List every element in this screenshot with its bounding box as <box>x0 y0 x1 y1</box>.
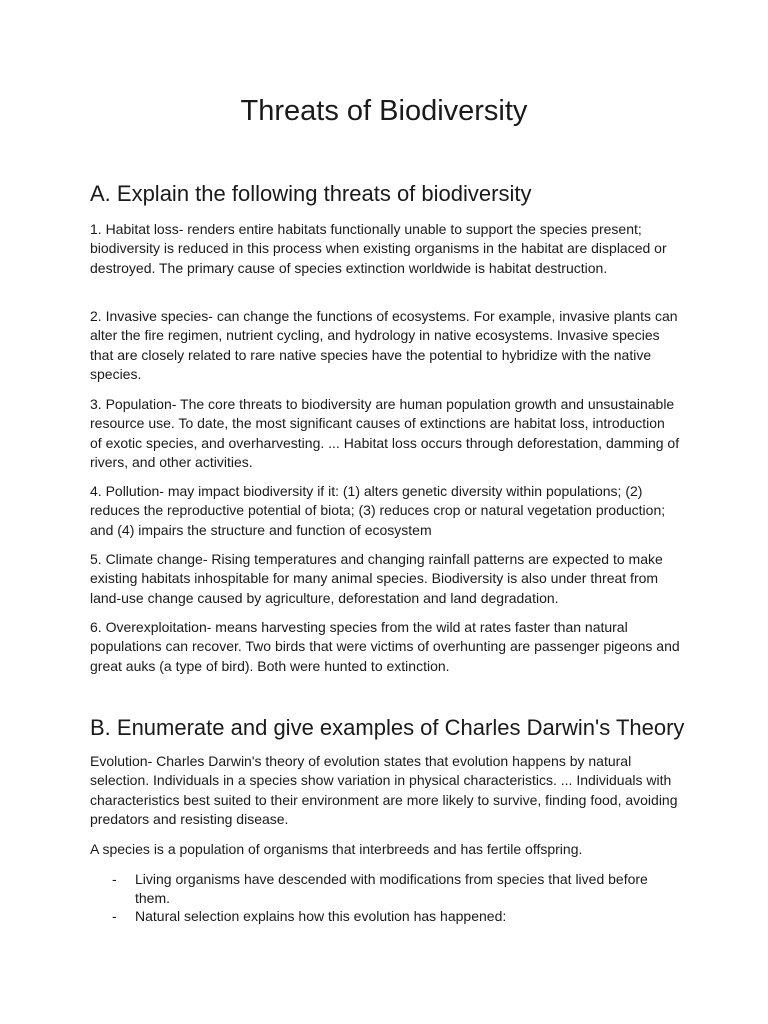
section-b-heading: B. Enumerate and give examples of Charles Darwin's Theory <box>90 715 685 740</box>
document-title: Threats of Biodiversity <box>240 95 528 127</box>
threat-pollution: 4. Pollution- may impact biodiversity if it: (1) alters genetic diversity within populations; (2) reduces the reproductive potential of biota; (3) reduces crop or natural vegetation production; and (4) impairs the structure and function of ecosystem <box>90 483 666 538</box>
darwin-bullet-list <box>90 870 680 926</box>
section-a-heading: A. Explain the following threats of biodiversity <box>90 181 532 206</box>
bullet-dash: - <box>112 871 117 887</box>
threat-climate-change: 5. Climate change- Rising temperatures and changing rainfall patterns are expected to make existing habitats inhospitable for many animal species. Biodiversity is also under threat from land-use change caused by agriculture, deforestation and land degradation. <box>90 551 663 606</box>
bullet-text: Natural selection explains how this evolution has happened: <box>135 908 507 924</box>
list-item <box>90 907 680 926</box>
bullet-dash: - <box>112 908 117 924</box>
list-item <box>90 870 680 907</box>
threat-overexploitation: 6. Overexploitation- means harvesting species from the wild at rates faster than natural populations can recover. Two birds that were victims of overhunting are passenger pigeons and great auks (a type of bird). Both were hunted to extinction. <box>90 619 680 674</box>
threat-habitat-loss: 1. Habitat loss- renders entire habitats functionally unable to support the species present; biodiversity is reduced in this process when existing organisms in the habitat are displaced or destroyed. The primary cause of species extinction worldwide is habitat destruction. <box>90 221 667 276</box>
threat-invasive-species: 2. Invasive species- can change the functions of ecosystems. For example, invasive plants can alter the fire regimen, nutrient cycling, and hydrology in native ecosystems. Invasive species that are closely related to rare native species have the potential to hybridize with the native species. <box>90 308 678 383</box>
threat-population: 3. Population- The core threats to biodiversity are human population growth and unsustainable resource use. To date, the most significant causes of extinctions are habitat loss, introduction of exotic species, and overharvesting. ... Habitat loss occurs through deforestation, damming of rivers, and other activities. <box>90 396 680 471</box>
species-definition-paragraph: A species is a population of organisms that interbreeds and has fertile offspring. <box>90 841 583 857</box>
evolution-paragraph: Evolution- Charles Darwin's theory of evolution states that evolution happens by natural selection. Individuals in a species show variation in physical characteristics. ... Individuals with characteristics best suited to their environment are more likely to survive, finding food, avoiding predators and resisting disease. <box>90 753 678 828</box>
bullet-text: Living organisms have descended with modifications from species that lived before them. <box>135 871 648 906</box>
